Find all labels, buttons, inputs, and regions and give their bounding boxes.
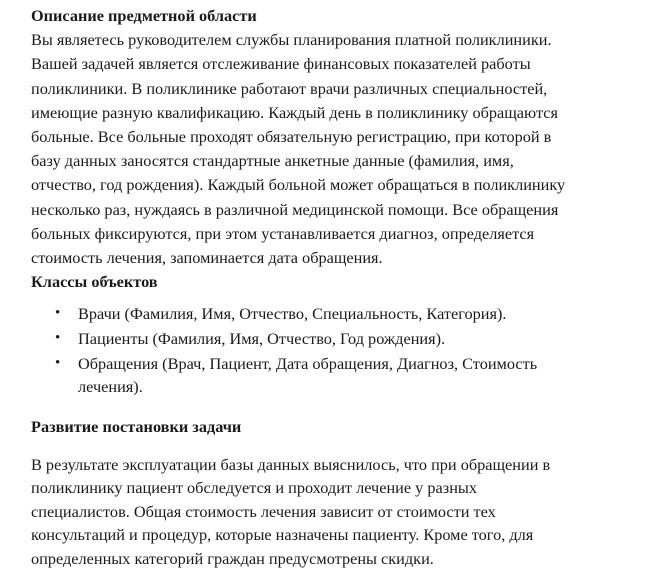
paragraph-line: Вы являетесь руководителем службы планирования платной поликлиники. (31, 30, 552, 50)
bullet-icon: • (55, 355, 61, 372)
paragraph-line: поликлинику пациент обследуется и проходит лечение у разных (31, 478, 477, 498)
list-item-patients (55, 327, 661, 350)
section-heading-task-development: Развитие постановки задачи (31, 417, 242, 437)
domain-description-paragraph (31, 28, 661, 270)
bullet-icon: • (55, 305, 61, 322)
section-heading-classes: Классы объектов (31, 272, 158, 292)
task-development-paragraph (31, 453, 661, 571)
paragraph-line: базу данных заносятся стандартные анкетные данные (фамилия, имя, (31, 151, 514, 171)
paragraph-line: отчество, год рождения). Каждый больной может обращаться в поликлинику (31, 175, 566, 195)
paragraph-line: В результате эксплуатации базы данных выяснилось, что при обращении в (31, 454, 551, 474)
list-item-visits (55, 352, 661, 398)
list-item-text: лечения). (78, 377, 143, 397)
object-classes-list (31, 302, 661, 398)
paragraph-line: имеющие разную квалификацию. Каждый день в поликлинику обращаются (31, 102, 558, 122)
paragraph-line: стоимость лечения, запоминается дата обращения. (31, 248, 383, 268)
paragraph-line: больные. Все больные проходят обязательную регистрацию, при которой в (31, 127, 552, 147)
task-development-section (31, 415, 661, 570)
paragraph-line: поликлиники. В поликлинике работают врачи различных специальностей, (31, 78, 548, 98)
paragraph-line: несколько раз, нуждаясь в различной медицинской помощи. Все обращения (31, 199, 559, 219)
paragraph-line: консультаций и процедур, которые назначены пациенту. Кроме того, для (31, 525, 534, 545)
paragraph-line: Вашей задачей является отслеживание финансовых показателей работы (31, 54, 531, 74)
document-page (31, 4, 661, 570)
paragraph-line: специалистов. Общая стоимость лечения зависит от стоимости тех (31, 501, 496, 521)
bullet-icon: • (55, 330, 61, 347)
list-item-text: Обращения (Врач, Пациент, Дата обращения, Диагноз, Стоимость (78, 354, 538, 374)
section-heading-domain: Описание предметной области (31, 6, 257, 25)
paragraph-line: определенных категорий граждан предусмотрены скидки. (31, 548, 434, 568)
list-item-doctors (55, 302, 661, 325)
list-item-text: Пациенты (Фамилия, Имя, Отчество, Год рождения). (78, 329, 446, 349)
list-item-text: Врачи (Фамилия, Имя, Отчество, Специальность, Категория). (78, 304, 507, 324)
paragraph-line: больных фиксируются, при этом устанавливается диагноз, определяется (31, 223, 535, 243)
